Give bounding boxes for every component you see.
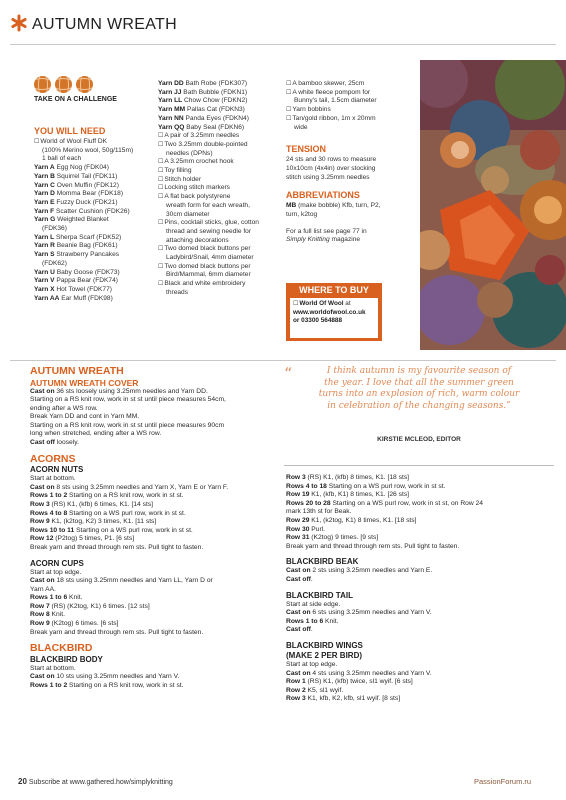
instruction-line: Cast on 10 sts using 3.25mm needles and Yarn V. [30, 673, 180, 681]
section-heading: BLACKBIRD [30, 642, 93, 655]
instruction-line: Row 8 Knit. [30, 611, 65, 619]
instruction-line: Row 30 Purl. [286, 525, 326, 533]
instruction-line: 30cm diameter [166, 210, 210, 218]
instruction-line: ☐ A flat back polystyrene [158, 193, 286, 202]
piece-heading: BLACKBIRD WINGS [286, 640, 363, 650]
instruction-line: Row 1 (RS) K1, (kfb) twice, sl1 wyif. [6 sts] [286, 678, 413, 686]
instruction-line: Yarn AA Ear Muff (FDK98) [34, 294, 113, 302]
instruction-line: Bird/Mammal, 6mm diameter [166, 271, 251, 279]
instruction-line: Starting on a RS knit row, work in st st until piece measures 54cm, [30, 396, 226, 404]
instruction-line: Rows 1 to 2 Starting on a RS knit row, work in st st. [30, 492, 184, 500]
instruction-line: Row 12 (P2tog) 5 times, P1. [6 sts] [30, 535, 135, 543]
pattern-left-column [30, 366, 278, 691]
instruction-line: ☐ A 3.25mm crochet hook [158, 158, 286, 167]
instruction-line: ☐ Yarn bobbins [286, 106, 420, 115]
instruction-line: Bunny's tail, 1.5cm diameter [294, 97, 377, 105]
instruction-line: ☐ Stitch holder [158, 176, 286, 185]
instruction-line: ☐ Black and white embroidery [158, 280, 286, 289]
abbreviation-line: MB (make bobble) Kfb, turn, P2, [286, 202, 381, 210]
instruction-line: Yarn B Squirrel Tail (FDK11) [34, 172, 118, 180]
footer [18, 777, 173, 786]
tension-line: stitch using 3.25mm needles [286, 173, 370, 181]
instruction-line: ☐ World of Wool Fluff DK [34, 138, 158, 147]
where-to-buy-heading: WHERE TO BUY [299, 285, 369, 295]
instruction-line: Start at bottom. [30, 475, 76, 483]
instruction-line: Row 2 K5, sl1 wyif. [286, 686, 344, 694]
piece-heading: (MAKE 2 PER BIRD) [286, 650, 363, 660]
instruction-line: Rows 10 to 11 Starting on a WS purl row, work in st st. [30, 526, 193, 534]
materials-column-2 [158, 80, 286, 298]
instruction-line: Ladybird/Snail, 4mm diameter [166, 254, 254, 262]
shop-phone: or 03300 564888 [293, 317, 343, 324]
instruction-line: ☐ A pair of 3.25mm needles [158, 132, 286, 141]
section-heading: AUTUMN WREATH [30, 365, 124, 377]
instruction-line: Start at bottom. [30, 664, 76, 672]
tension-heading: TENSION [286, 144, 327, 155]
instruction-line: Row 19 K1, (kfb, K1) 8 times, K1. [26 sts] [286, 491, 410, 499]
instruction-line: Yarn C Oven Muffin (FDK12) [34, 181, 119, 189]
piece-heading: BLACKBIRD TAIL [286, 590, 353, 600]
instruction-line: Cast on 4 sts using 3.25mm needles and Yarn V. [286, 669, 432, 677]
piece-heading: ACORN NUTS [30, 465, 84, 475]
instruction-line: 1 ball of each [42, 155, 82, 163]
instruction-line: ☐ Two 3.25mm double-pointed [158, 141, 286, 150]
instruction-line: Yarn DD Bath Robe (FDK307) [158, 80, 248, 87]
instruction-line: Start at side edge. [286, 600, 341, 608]
quote-author: KIRSTIE MCLEOD, EDITOR [377, 436, 461, 443]
instruction-line: Break yarn and thread through rem sts. Pull tight to fasten. [30, 628, 204, 636]
materials-column-3 [286, 80, 420, 245]
instruction-line: (FDK36) [42, 225, 67, 233]
instruction-line: Yarn U Baby Goose (FDK73) [34, 268, 120, 276]
instruction-line: Cast on 18 sts using 3.25mm needles and Yarn LL, Yarn D or [30, 577, 213, 585]
instruction-line: Cast on 8 sts using 3.25mm needles and Yarn X, Yarn E or Yarn F. [30, 483, 229, 491]
header-divider [10, 44, 556, 45]
instruction-line: Yarn R Beanie Bag (FDK61) [34, 242, 118, 250]
instruction-line: Break yarn and thread through rem sts. Pull tight to fasten. [30, 543, 204, 551]
instruction-line: Yarn A Egg Nog (FDK04) [34, 164, 109, 172]
challenge-label: TAKE ON A CHALLENGE [34, 96, 117, 103]
section-heading: ACORNS [30, 452, 76, 465]
subsection-heading: AUTUMN WREATH COVER [30, 377, 139, 388]
editor-quote: I think autumn is my favourite season of the year. I love that all the summer green turns into an explosion of rich, warm colour in celebration of the changing seasons.” [318, 366, 520, 411]
instruction-line: Yarn F Scatter Cushion (FDK26) [34, 207, 130, 215]
instruction-line: Rows 4 to 18 Starting on a WS purl row, work in st st. [286, 482, 446, 490]
difficulty-rating [34, 76, 93, 93]
instruction-line: (100% Merino wool, 50g/115m) [42, 146, 134, 154]
instruction-line: Yarn G Weighted Blanket [34, 216, 109, 224]
instruction-line: ☐ A bamboo skewer, 25cm [286, 80, 420, 89]
instruction-line: Starting on a RS knit row, work in st st until piece measures 90cm [30, 421, 225, 429]
instruction-line: needles (DPNs) [166, 149, 213, 157]
tension-line: 10x10cm (4x4in) over stocking [286, 164, 376, 172]
instruction-line: Row 9 K1, (k2tog, K2) 3 times, K1. [11 sts] [30, 518, 157, 526]
instruction-line: thread and sewing needle for [166, 227, 252, 235]
instruction-line: Cast on 6 sts using 3.25mm needles and Yarn V. [286, 609, 432, 617]
tension-line: 24 sts and 30 rows to measure [286, 156, 377, 164]
page-number: 20 [18, 777, 27, 786]
instruction-line: Rows 1 to 6 Knit. [30, 594, 83, 602]
piece-heading: ACORN CUPS [30, 558, 84, 568]
instruction-line: wreath form for each wreath, [166, 201, 250, 209]
pattern-right-column [286, 474, 558, 704]
piece-heading: BLACKBIRD BEAK [286, 557, 359, 567]
instruction-line: Yarn AA. [30, 585, 56, 593]
where-to-buy-details: ☐ World Of Wool at www.worldofwool.co.uk or 03300 564888 [290, 298, 378, 338]
instruction-line: Yarn V Pappa Bear (FDK74) [34, 277, 118, 285]
instruction-line: Yarn LL Chow Chow (FDKN2) [158, 97, 248, 105]
instruction-line: Yarn JJ Bath Bubble (FDKN1) [158, 88, 248, 96]
instruction-line: Cast on 2 sts using 3.25mm needles and Yarn E. [286, 567, 433, 575]
instruction-line: ☐ Pins, cocktail sticks, glue, cotton [158, 219, 286, 228]
instruction-line: Yarn S Strawberry Pancakes [34, 251, 120, 259]
instruction-line: Break yarn and thread through rem sts. Pull tight to fasten. [286, 542, 460, 550]
abbreviation-line: turn, k2tog [286, 211, 318, 219]
quote-divider [284, 465, 554, 466]
instruction-line: ☐ A white fleece pompom for [286, 89, 420, 98]
instruction-line: Break Yarn DD and cont in Yarn MM. [30, 413, 140, 421]
instruction-line: threads [166, 288, 188, 296]
instruction-line: ☐ Tan/gold ribbon, 1m x 20mm [286, 115, 420, 124]
wreath-photo [420, 60, 566, 350]
subscribe-link[interactable]: Subscribe at www.gathered.how/simplyknitting [28, 779, 173, 786]
instruction-line: Yarn D Momma Bear (FDK18) [34, 190, 124, 198]
quote-open-mark: “ [284, 364, 293, 383]
yarn-ball-icon [76, 76, 93, 93]
piece-heading: BLACKBIRD BODY [30, 654, 103, 664]
instruction-line: Row 3 (RS) K1, (kfb) 6 times, K1. [14 sts] [30, 500, 154, 508]
instruction-line: ☐ Two domed black buttons per [158, 245, 286, 254]
instruction-line: Yarn X Hot Towel (FDK77) [34, 285, 112, 293]
instruction-line: (FDK62) [42, 259, 67, 267]
shop-url[interactable]: www.worldofwool.co.uk [293, 308, 366, 316]
instruction-line: Yarn L Sherpa Scarf (FDK52) [34, 233, 122, 241]
instruction-line: Rows 4 to 8 Starting on a WS purl row, work in st st. [30, 509, 186, 517]
instruction-line: Cast on 36 sts loosely using 3.25mm needles and Yarn DD. [30, 387, 208, 395]
page-title: AUTUMN WREATH [32, 16, 177, 33]
instruction-line: Row 31 (K2tog) 9 times. [9 sts] [286, 534, 379, 542]
instruction-line: Yarn QQ Baby Seal (FDKN6) [158, 123, 245, 131]
instruction-line: wide [294, 123, 308, 131]
instruction-line: Row 29 K1, (k2tog, K1) 8 times, K1. [18 sts] [286, 516, 417, 524]
instruction-line: Start at top edge. [30, 568, 82, 576]
instruction-line: Yarn MM Pallas Cat (FDKN3) [158, 106, 245, 114]
instruction-line: ☐ Two domed black buttons per [158, 263, 286, 272]
you-will-need-heading: YOU WILL NEED [34, 126, 106, 136]
abbreviations-heading: ABBREVIATIONS [286, 190, 360, 201]
watermark: PassionForum.ru [474, 777, 532, 786]
instruction-line: Row 3 K1, kfb, K2, kfb, sl1 wyif. [8 sts] [286, 695, 401, 703]
instruction-line: ☐ Toy filling [158, 167, 286, 176]
instruction-line: ending after a WS row. [30, 404, 98, 412]
instruction-line: mark 13th st for Beak. [286, 508, 352, 516]
instruction-line: ☐ Locking stitch markers [158, 184, 286, 193]
section-divider [10, 360, 556, 361]
yarn-ball-icon [34, 76, 51, 93]
instruction-line: Row 9 (K2tog) 6 times. [6 sts] [30, 620, 119, 628]
instruction-line: attaching decorations [166, 236, 229, 244]
instruction-line: Rows 20 to 28 Starting on a WS purl row, work in st st, on Row 24 [286, 499, 483, 507]
instruction-line: Row 7 (RS) (K2tog, K1) 6 times. [12 sts] [30, 602, 150, 610]
yarn-ball-icon [55, 76, 72, 93]
instruction-line: Yarn NN Panda Eyes (FDKN4) [158, 114, 249, 122]
instruction-line: Start at top edge. [286, 660, 338, 668]
instruction-line: Rows 1 to 6 Knit. [286, 617, 339, 625]
full-list-note: Simply Knitting magazine [286, 236, 361, 244]
full-list-note: For a full list see page 77 in [286, 227, 367, 235]
instruction-line: Cast off loosely. [30, 439, 79, 447]
asterisk-icon [10, 14, 28, 32]
instruction-line: long when stretched, ending after a WS row. [30, 430, 162, 438]
instruction-line: Row 3 (RS) K1, (kfb) 8 times, K1. [18 sts] [286, 474, 410, 481]
instruction-line: Rows 1 to 2 Starting on a RS knit row, work in st st. [30, 681, 184, 689]
instruction-line: Cast off. [286, 626, 313, 634]
materials-column-1 [34, 126, 158, 303]
instruction-line: Cast off. [286, 575, 313, 583]
instruction-line: Yarn E Fuzzy Duck (FDK21) [34, 198, 118, 206]
